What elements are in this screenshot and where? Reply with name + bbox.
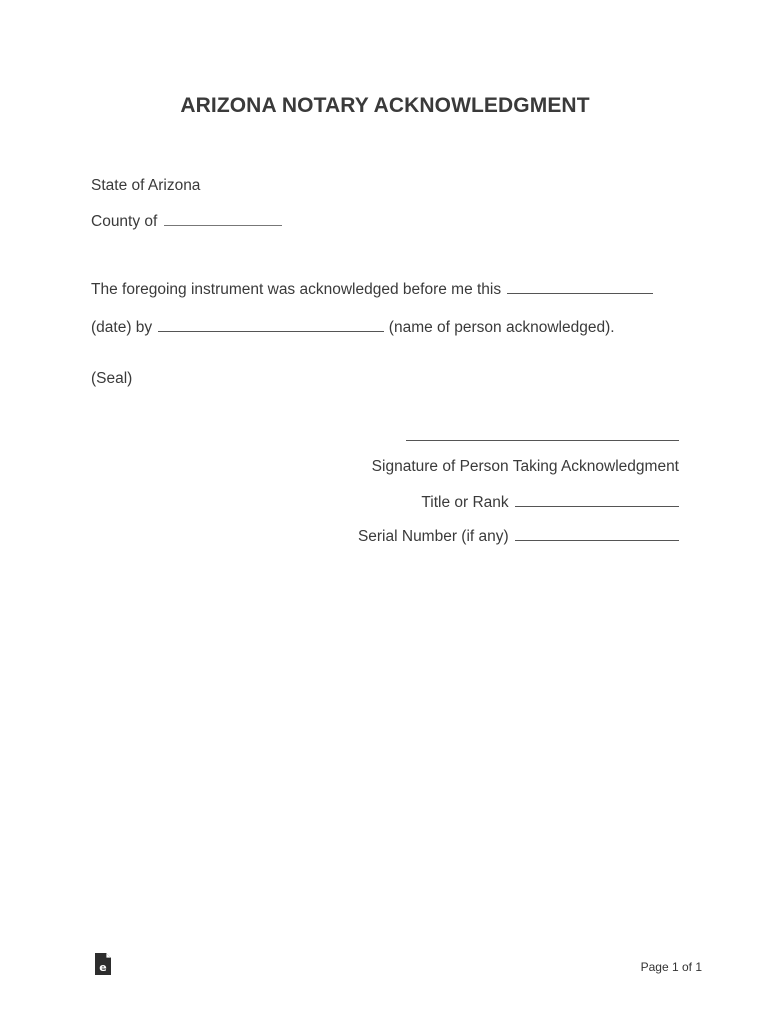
document-title: ARIZONA NOTARY ACKNOWLEDGMENT: [180, 94, 590, 117]
name-suffix: (name of person acknowledged).: [388, 319, 615, 336]
state-line: State of Arizona: [91, 177, 201, 194]
page-indicator: Page 1 of 1: [640, 960, 702, 974]
foregoing-line: [91, 279, 653, 299]
county-line: [91, 211, 282, 231]
title-rank-blank[interactable]: [515, 492, 679, 507]
serial-number-blank[interactable]: [515, 526, 679, 541]
person-name-blank[interactable]: [158, 317, 384, 332]
seal-label: (Seal): [91, 370, 133, 387]
title-rank-label: Title or Rank: [421, 494, 509, 511]
acknowledgment-date-blank[interactable]: [507, 279, 653, 294]
svg-text:e: e: [99, 961, 107, 974]
eforms-document-icon: [94, 952, 112, 976]
signature-label: Signature of Person Taking Acknowledgment: [371, 458, 679, 475]
date-by-prefix: (date) by: [91, 319, 153, 336]
county-blank[interactable]: [164, 211, 282, 226]
serial-label: Serial Number (if any): [357, 528, 509, 545]
date-by-line: [91, 317, 615, 337]
title-rank-line: [421, 492, 679, 512]
serial-number-line: [358, 526, 679, 546]
foregoing-text: The foregoing instrument was acknowledged before me this: [91, 281, 502, 298]
county-label: County of: [91, 213, 158, 230]
signature-line[interactable]: [406, 440, 679, 441]
